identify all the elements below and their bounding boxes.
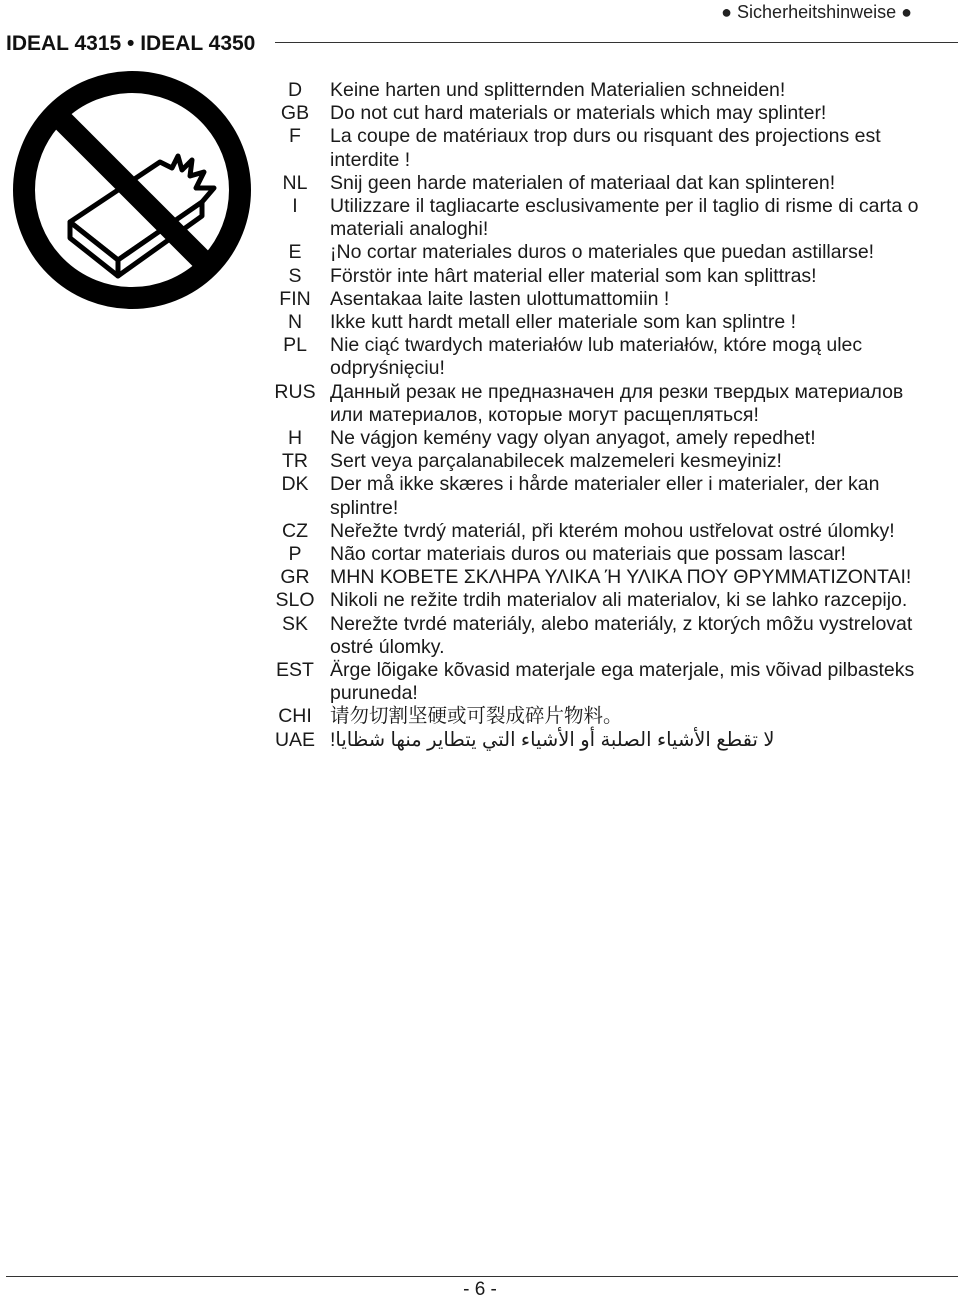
language-code: GB xyxy=(280,102,310,125)
warning-row-n xyxy=(272,311,960,334)
warning-row-h xyxy=(272,427,960,450)
warning-text: Nikoli ne režite trdih materialov ali materialov, ki se lahko razcepijo. xyxy=(330,589,908,612)
footer-rule xyxy=(6,1276,958,1277)
warning-text: Do not cut hard materials or materials which may splinter! xyxy=(330,102,827,125)
warning-row-dk xyxy=(272,473,960,519)
warning-row-chi xyxy=(272,705,960,728)
language-code: FIN xyxy=(279,287,311,310)
language-code: EST xyxy=(276,659,314,682)
warning-text: Nerežte tvrdé materiály, alebo materiály, z ktorých môžu vystrelovat ostré úlomky. xyxy=(330,612,913,658)
no-cutting-hard-materials-icon xyxy=(6,64,258,316)
warning-row-d xyxy=(272,79,960,102)
warning-row-sk xyxy=(272,613,960,659)
warning-text: Não cortar materiais duros ou materiais que possam lascar! xyxy=(330,543,846,566)
language-code: D xyxy=(287,79,303,101)
warning-row-est xyxy=(272,659,960,705)
language-code: CHI xyxy=(278,705,312,728)
language-code: DK xyxy=(281,473,309,496)
warning-row-e xyxy=(272,241,960,264)
language-code: GR xyxy=(280,566,310,589)
warning-row-gb xyxy=(272,102,960,125)
warning-text: Utilizzare il tagliacarte esclusivamente per il taglio di risme di carta o materiali analoghi! xyxy=(330,195,919,241)
warning-row-f xyxy=(272,125,960,171)
language-code: F xyxy=(289,125,301,148)
language-code: NL xyxy=(282,171,308,194)
warning-text: ΜΗΝ ΚΟΒΕΤΕ ΣΚΛΗΡΑ ΥΛΙΚΑ Ή ΥΛΙΚΑ ΠΟΥ ΘΡΥΜΜΑΤΙΖΟΝΤΑΙ! xyxy=(330,566,912,589)
warning-row-s xyxy=(272,265,960,288)
language-code: SLO xyxy=(275,589,315,612)
language-code: CZ xyxy=(282,519,308,542)
header-rule xyxy=(275,42,958,43)
language-code: PL xyxy=(283,334,307,357)
warning-text: Förstör inte hârt material eller material som kan splittras! xyxy=(330,264,817,287)
warning-text: Nie ciąć twardych materiałów lub materiałów, które mogą ulec odpryśnięciu! xyxy=(330,334,863,380)
warning-row-pl xyxy=(272,334,960,380)
language-code: SK xyxy=(281,612,308,635)
header-section-title: ● Sicherheitshinweise ● xyxy=(721,2,912,22)
page-number-label: - 6 - xyxy=(459,1279,501,1300)
language-code: E xyxy=(288,241,302,264)
warning-text: Ärge lõigake kõvasid materjale ega materjale, mis võivad pilbasteks puruneda! xyxy=(330,659,915,705)
language-code: P xyxy=(288,543,302,566)
warning-text: Asentakaa laite lasten ulottumattomiin ! xyxy=(330,287,670,310)
language-code: H xyxy=(287,427,303,450)
warning-row-rus xyxy=(272,381,960,427)
language-code: I xyxy=(292,195,298,218)
warning-row-i xyxy=(272,195,960,241)
warning-text: Snij geen harde materialen of materiaal dat kan splinteren! xyxy=(330,171,836,194)
warning-row-cz xyxy=(272,520,960,543)
warning-row-uae xyxy=(272,729,960,752)
language-code: N xyxy=(287,311,303,334)
language-code: RUS xyxy=(274,380,316,403)
warning-row-fin xyxy=(272,288,960,311)
warning-list xyxy=(272,79,960,752)
warning-text: La coupe de matériaux trop durs ou risquant des projections est interdite ! xyxy=(330,125,881,171)
warning-text: Ne vágjon kemény vagy olyan anyagot, amely repedhet! xyxy=(330,427,816,450)
warning-row-gr xyxy=(272,566,960,589)
warning-row-p xyxy=(272,543,960,566)
warning-row-slo xyxy=(272,589,960,612)
warning-text: 请勿切割坚硬或可裂成碎片物料。 xyxy=(330,705,623,728)
language-code: UAE xyxy=(274,728,316,751)
warning-text: Keine harten und splitternden Materialien schneiden! xyxy=(330,79,786,101)
warning-row-tr xyxy=(272,450,960,473)
page-number xyxy=(0,1279,960,1301)
warning-text: Neřežte tvrdý materiál, při kterém mohou ustřelovat ostré úlomky! xyxy=(330,519,895,542)
warning-text: Данный резак не предназначен для резки твердых материалов или материалов, которые могут расщепляться! xyxy=(330,380,904,426)
language-code: TR xyxy=(282,450,308,473)
warning-text: Der må ikke skæres i hårde materialer eller i materialer, der kan splintre! xyxy=(330,473,880,519)
warning-text: ¡No cortar materiales duros o materiales que puedan astillarse! xyxy=(330,241,875,264)
warning-text: لا تقطع الأشياء الصلبة أو الأشياء التي يتطاير منها شظايا! xyxy=(330,728,775,751)
warning-text: Ikke kutt hardt metall eller materiale som kan splintre ! xyxy=(330,311,797,334)
language-code: S xyxy=(288,264,302,287)
warning-text: Sert veya parçalanabilecek malzemeleri kesmeyiniz! xyxy=(330,450,782,473)
warning-row-nl xyxy=(272,172,960,195)
header-model-title: IDEAL 4315 • IDEAL 4350 xyxy=(6,32,267,56)
